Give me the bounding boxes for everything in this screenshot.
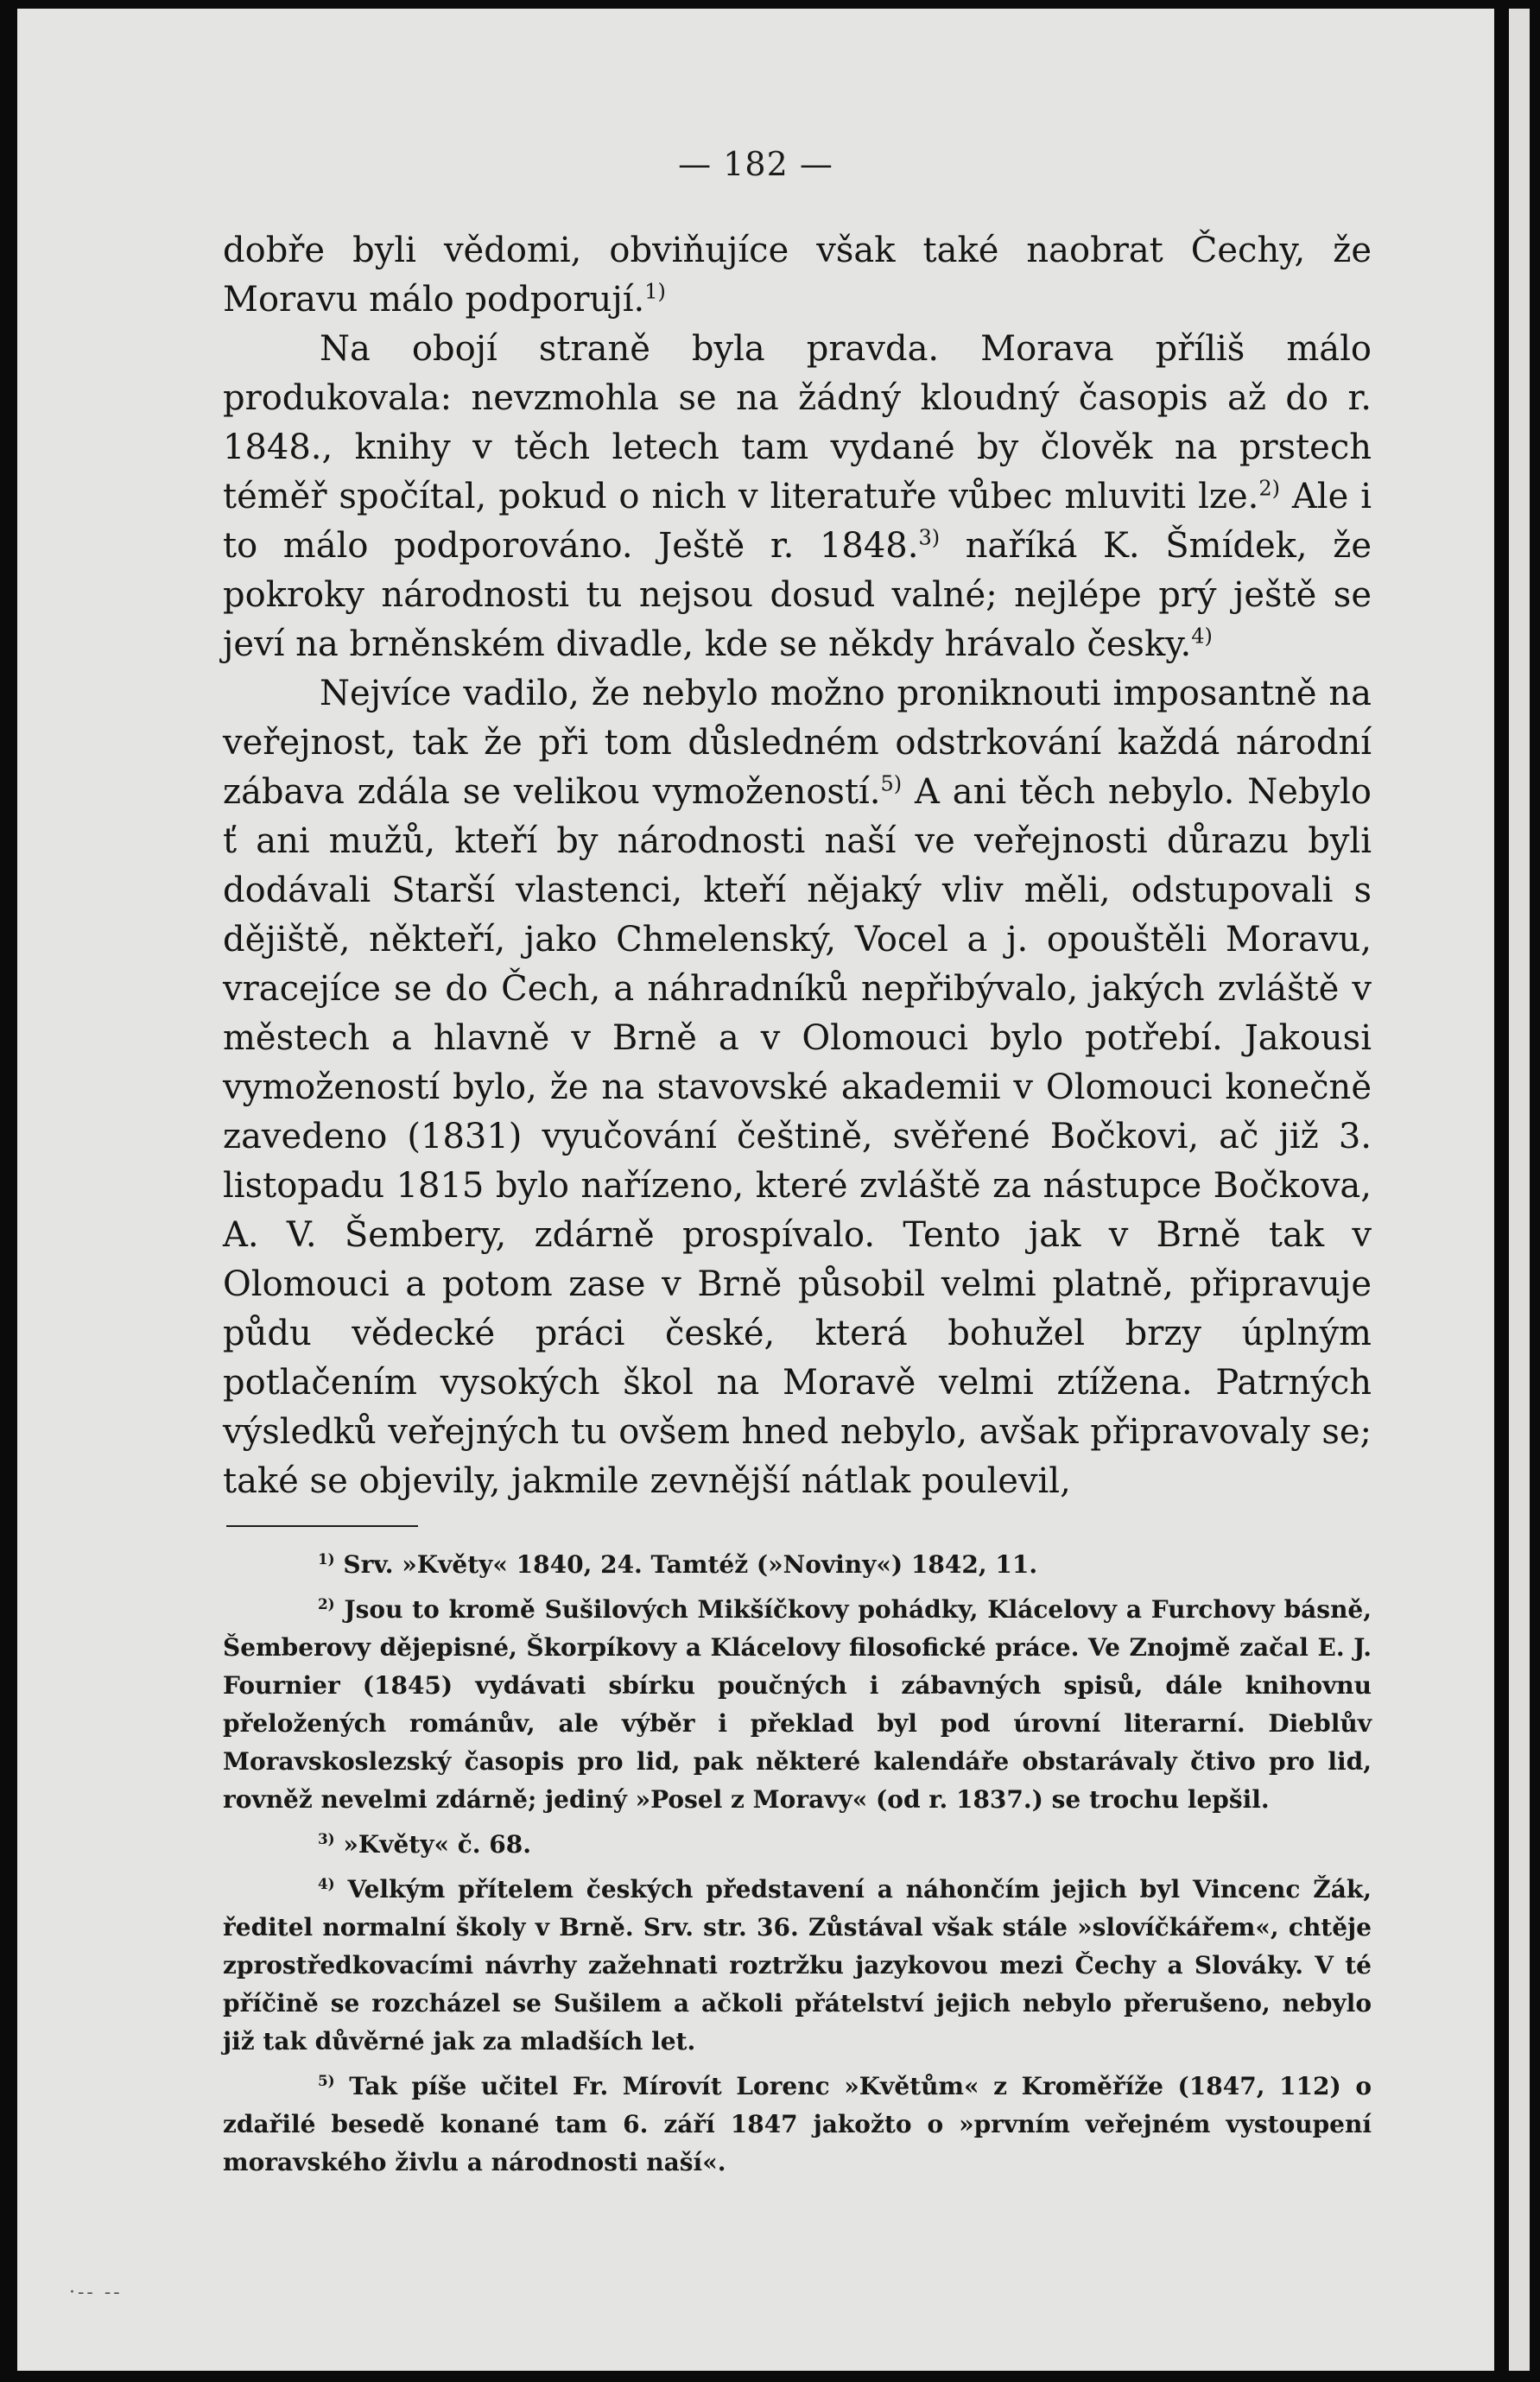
footnotes: [223, 1546, 1372, 2182]
footnote-mark: 2): [318, 1594, 335, 1612]
book-page: [17, 9, 1494, 2371]
footnote-4: [223, 1871, 1372, 2061]
paragraph-text: Ale i to málo podporováno. Ještě r. 1848.: [223, 477, 1372, 566]
page-number: — 182 —: [678, 145, 833, 183]
footnote-5: [223, 2068, 1372, 2182]
paragraph-1: [223, 226, 1372, 325]
footnote-2: [223, 1591, 1372, 1819]
footnote-mark: 3): [318, 1829, 335, 1847]
footnote-ref: 3): [918, 525, 941, 550]
paragraph-text: naříká K. Šmídek, že pokroky národnosti tu nejsou dosud valné; nejlépe prý ještě se jeví na brněnském divadle, kde se někdy hrávalo česky.: [223, 526, 1372, 664]
footnote-ref: 5): [880, 771, 903, 796]
footnote-mark: 5): [318, 2071, 335, 2089]
footnote-text: Tak píše učitel Fr. Mírovít Lorenc »Květům« z Kroměříže (1847, 112) o zdařilé besedě konané tam 6. září 1847 jakožto o »prvním veřejném vystoupení moravského živlu a národnosti naší«.: [223, 2072, 1372, 2176]
footnote-mark: 1): [318, 1549, 335, 1568]
adjacent-page-edge: [1509, 9, 1530, 2371]
scan-artifact: ·-- --: [69, 2282, 123, 2303]
paragraph-3: [223, 669, 1372, 1506]
footnote-3: [223, 1826, 1372, 1864]
footnote-ref: 2): [1258, 476, 1280, 501]
paragraph-text: dobře byli vědomi, obviňujíce však také naobrat Čechy, že Moravu málo podporují.: [223, 231, 1372, 320]
main-body: [223, 226, 1372, 1506]
footnote-ref: 4): [1191, 624, 1213, 649]
footnote-1: [223, 1546, 1372, 1584]
page-text: [223, 226, 1372, 2182]
footnote-text: Velkým přítelem českých představení a náhončím jejich byl Vincenc Žák, ředitel normalní školy v Brně. Srv. str. 36. Zůstával však stále »slovíčkářem«, chtěje zprostředkovacími návrhy zažehnati roztržku jazykovou mezi Čechy a Slováky. V té příčině se rozcházel se Sušilem a ačkoli přátelství jejich nebylo přerušeno, nebylo již tak důvěrné jak za mladších let.: [223, 1875, 1372, 2056]
footnote-mark: 4): [318, 1874, 335, 1892]
paragraph-text: Nejvíce vadilo, že nebylo možno proniknouti imposantně na veřejnost, tak že při tom důsledném odstrkování každá národní zábava zdála se velikou vymožeností.: [223, 674, 1372, 812]
paragraph-text: Na obojí straně byla pravda. Morava příliš málo produkovala: nevzmohla se na žádný kloudný časopis až do r. 1848., knihy v těch letech tam vydané by člověk na prstech téměř spočítal, pokud o nich v literatuře vůbec mluviti lze.: [223, 329, 1372, 516]
footnote-ref: 1): [644, 279, 666, 304]
paragraph-2: [223, 325, 1372, 669]
footnote-text: »Květy« č. 68.: [334, 1830, 532, 1859]
paragraph-text: A ani těch nebylo. Nebylo ť ani mužů, kteří by národnosti naší ve veřejnosti důrazu byli dodávali Starší vlastenci, kteří nějaký vliv měli, odstupovali s dějiště, někteří, jako Chmelenský, Vocel a j. opouštěli Moravu, vracejíce se do Čech, a náhradníků nepřibývalo, jakých zvláště v městech a hlavně v Brně a v Olomouci bylo potřebí. Jakousi vymožeností bylo, že na stavovské akademii v Olomouci konečně zavedeno (1831) vyučování češtině, svěřené Bočkovi, ač již 3. listopadu 1815 bylo nařízeno, které zvláště za nástupce Bočkova, A. V. Šembery, zdárně prospívalo. Tento jak v Brně tak v Olomouci a potom zase v Brně působil velmi platně, připravuje půdu vědecké práci české, která bohužel brzy úplným potlačením vysokých škol na Moravě velmi ztížena. Patrných výsledků veřejných tu ovšem hned nebylo, avšak připravovaly se; také se objevily, jakmile zevnější nátlak poulevil,: [223, 772, 1372, 1501]
footnote-text: Srv. »Květy« 1840, 24. Tamtéž (»Noviny«) 1842, 11.: [334, 1550, 1038, 1579]
footnote-separator: [226, 1525, 418, 1527]
footnote-text: Jsou to kromě Sušilových Mikšíčkovy pohádky, Klácelovy a Furchovy básně, Šemberovy dějepisné, Škorpíkovy a Klácelovy filosofické práce. Ve Znojmě začal E. J. Fournier (1845) vydávati sbírku poučných i zábavných spisů, dále knihovnu přeložených románův, ale výběr i překlad byl pod úrovní literarní. Dieblův Moravskoslezský časopis pro lid, pak některé kalendáře obstarávaly čtivo pro lid, rovněž nevelmi zdárně; jediný »Posel z Moravy« (od r. 1837.) se trochu lepšil.: [223, 1595, 1372, 1814]
